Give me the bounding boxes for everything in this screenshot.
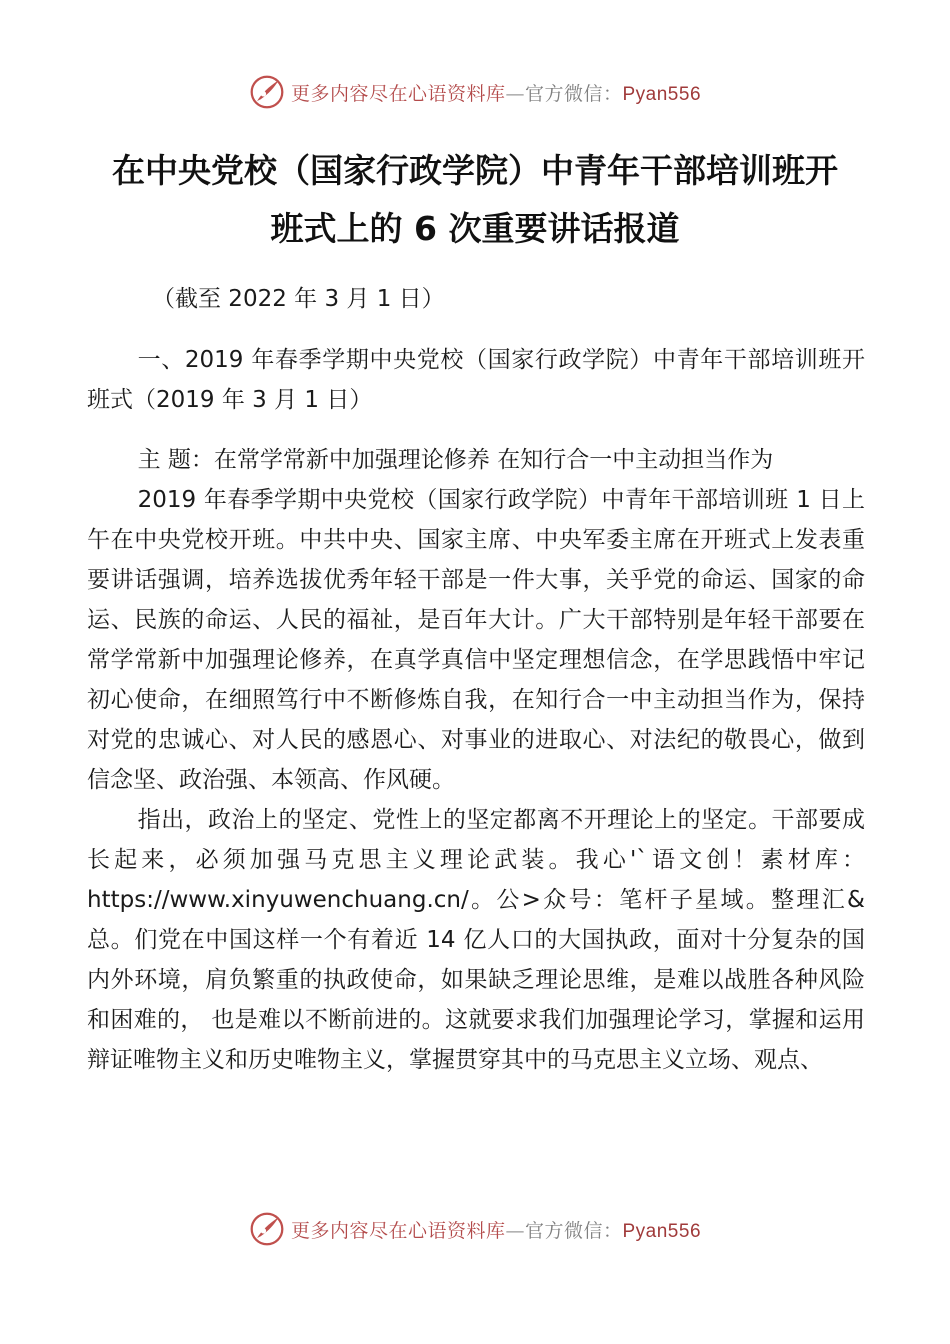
quill-seal-logo-icon bbox=[249, 74, 285, 110]
quill-seal-logo-icon bbox=[249, 1211, 285, 1247]
document-body bbox=[87, 340, 865, 1080]
header-banner bbox=[0, 72, 950, 112]
banner-wechat-label: 官方微信： bbox=[524, 82, 623, 105]
title-line-2: 班式上的 6 次重要讲话报道 bbox=[270, 209, 680, 248]
date-note: （截至 2022 年 3 月 1 日） bbox=[152, 286, 445, 312]
title-line-1: 在中央党校（国家行政学院）中青年干部培训班开 bbox=[112, 151, 838, 190]
body-paragraph: 2019 年春季学期中央党校（国家行政学院）中青年干部培训班 1 日上午在中央党校开班。中共中央、国家主席、中央军委主席在开班式上发表重要讲话强调，培养选拔优秀年轻干部是一件大事，关乎党的命运、国家的命运、民族的命运、人民的福祉，是百年大计。广大干部特别是年轻干部要在常学常新中加强理论修养，在真学真信中坚定理想信念，在学思践悟中牢记初心使命，在细照笃行中不断修炼自我，在知行合一中主动担当作为，保持对党的忠诚心、对人民的感恩心、对事业的进取心、对法纪的敬畏心，做到信念坚、政治强、本领高、作风硬。 bbox=[87, 487, 865, 793]
footer-banner bbox=[0, 1209, 950, 1249]
body-paragraph: 指出，政治上的坚定、党性上的坚定都离不开理论上的坚定。干部要成长起来，必须加强马克思主义理论武装。我心'`语文创！素材库：https://www.xinyuwenchuang.cn/。公>众号：笔杆子星域。整理汇&总。们党在中国这样一个有着近 14 亿人口的大国执政，面对十分复杂的国内外环境，肩负繁重的执政使命，如果缺乏理论思维，是难以战胜各种风险和困难的， 也是难以不断前进的。这就要求我们加强理论学习，掌握和运用辩证唯物主义和历史唯物主义，掌握贯穿其中的马克思主义立场、观点、 bbox=[87, 807, 865, 1073]
banner-brand: 更多内容尽在心语资料库 bbox=[290, 1219, 506, 1242]
section-heading: 一、2019 年春季学期中央党校（国家行政学院）中青年干部培训班开班式（2019 年 3 月 1 日） bbox=[87, 347, 865, 413]
banner-text bbox=[291, 1216, 701, 1243]
banner-text bbox=[291, 79, 701, 106]
banner-wechat-id: Pyan556 bbox=[622, 1220, 702, 1242]
document-title bbox=[80, 142, 870, 258]
theme-line: 主 题：在常学常新中加强理论修养 在知行合一中主动担当作为 bbox=[137, 447, 774, 473]
banner-wechat-label: 官方微信： bbox=[524, 1219, 623, 1242]
banner-wechat-id: Pyan556 bbox=[622, 83, 702, 105]
banner-dash: — bbox=[505, 82, 525, 105]
banner-brand: 更多内容尽在心语资料库 bbox=[290, 82, 506, 105]
banner-dash: — bbox=[505, 1219, 525, 1242]
